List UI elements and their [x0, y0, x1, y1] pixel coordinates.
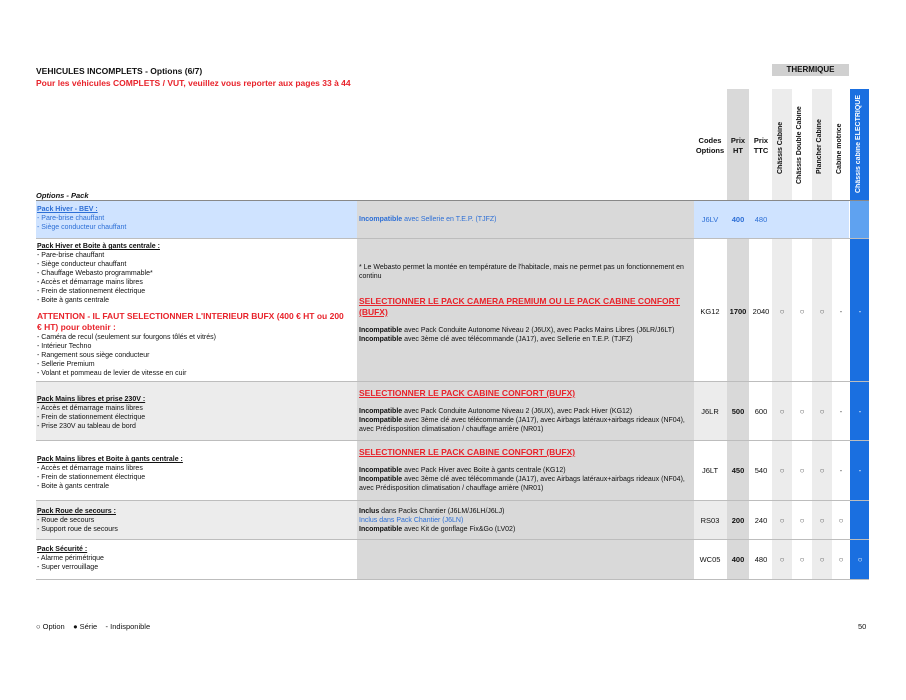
mark-chassis-double-cabine: ○ — [799, 466, 805, 475]
chassis-double-cabine-header: Châssis Double Cabine — [796, 106, 803, 184]
row-note — [359, 263, 692, 344]
mark-chassis-double-cabine: ○ — [799, 516, 805, 525]
note-text: avec 3ème clé avec télécommande (JA17), avec Sellerie en T.E.P. (TJFZ) — [402, 336, 633, 343]
electrique-header: Châssis cabine ELECTRIQUE — [855, 94, 862, 193]
select-pack-link[interactable]: SELECTIONNER LE PACK CABINE CONFORT (BUFX) — [359, 447, 576, 457]
pack-item: - Boite à gants centrale — [37, 483, 109, 490]
prix-ht-header — [727, 136, 749, 156]
pack-item: - Support roue de secours — [37, 526, 118, 533]
price-ttc: 2040 — [752, 307, 770, 316]
section-label: Options - Pack — [36, 191, 89, 200]
ht-column-bg — [727, 89, 749, 580]
codes-label: Codes — [698, 136, 722, 145]
page-title: VEHICULES INCOMPLETS - Options (6/7) — [36, 66, 203, 76]
note-text: avec Pack Conduite Autonome Niveau 2 (J6UX), avec Pack Hiver (KG12) — [402, 408, 633, 415]
price-ht: 400 — [731, 215, 745, 224]
incompatible-label: Incompatible — [359, 417, 403, 424]
mark-plancher-cabine: ○ — [819, 466, 825, 475]
price-ttc: 540 — [754, 466, 768, 475]
table-row — [37, 455, 355, 491]
price-ttc: 480 — [754, 215, 768, 224]
pack-item: - Accès et démarrage mains libres — [37, 465, 143, 472]
note-text: avec 3ème clé avec télécommande (JA17), avec Airbags latéraux+airbags rideaux (NF04), avec Prédisposition climatisation / chauffage arrière (NR01) — [359, 476, 685, 492]
pack-item: - Alarme périmétrique — [37, 555, 104, 562]
mark-electrique: - — [858, 466, 862, 475]
incompatible-label: Incompatible — [359, 408, 403, 415]
note-text: avec Pack Conduite Autonome Niveau 2 (J6UX), avec Packs Mains Libres (J6LR/J6LT) — [402, 327, 675, 334]
ttc-label: TTC — [753, 146, 769, 155]
prix-ttc-header — [750, 136, 772, 156]
pack-item: - Accès et démarrage mains libres — [37, 405, 143, 412]
pack-title: Pack Mains libres et Boite à gants centrale : — [37, 456, 183, 463]
pack-item: - Roue de secours — [37, 517, 95, 524]
pack-item: - Super verrouillage — [37, 564, 99, 571]
price-ht: 450 — [731, 466, 745, 475]
mark-electrique: ○ — [857, 555, 863, 564]
select-pack-link[interactable]: SELECTIONNER LE PACK CABINE CONFORT (BUFX) — [359, 388, 576, 398]
ht-label: HT — [733, 146, 743, 155]
prix-label: Prix — [730, 136, 746, 145]
attention-note: ATTENTION - IL FAUT SELECTIONNER L'INTERIEUR BUFX (400 € HT ou 200 € HT) pour obtenir : — [37, 311, 344, 332]
row-note — [359, 507, 692, 534]
mark-chassis-cabine: ○ — [779, 407, 785, 416]
table-row — [37, 507, 355, 534]
note-text: avec 3ème clé avec télécommande (JA17), avec Airbags latéraux+airbags rideaux (NF04), avec Prédisposition climatisation / chauffage arrière (NR01) — [359, 417, 685, 433]
table-row — [37, 545, 355, 572]
mark-electrique: - — [858, 307, 862, 316]
option-code: KG12 — [700, 307, 720, 316]
incompatible-label: Incompatible — [359, 467, 403, 474]
price-ht: 1700 — [729, 307, 747, 316]
webasto-footnote: * Le Webasto permet la montée en température de l'habitacle, mais ne permet pas un fonctionnement en continu — [359, 264, 684, 280]
incompatible-label: Incompatible — [359, 476, 403, 483]
prix-label: Prix — [753, 136, 769, 145]
mark-plancher-cabine: ○ — [819, 407, 825, 416]
mark-plancher-cabine: ○ — [819, 516, 825, 525]
row-note — [359, 388, 692, 434]
mark-cabine-motrice: - — [839, 407, 843, 416]
thermique-header: THERMIQUE — [772, 64, 849, 76]
cabine-motrice-header: Cabine motrice — [836, 123, 843, 174]
mark-plancher-cabine: ○ — [819, 307, 825, 316]
price-ttc: 600 — [754, 407, 768, 416]
pack-item: - Siège conducteur chauffant — [37, 261, 127, 268]
pack-title: Pack Hiver - BEV : — [37, 206, 98, 213]
mark-chassis-double-cabine: ○ — [799, 407, 805, 416]
pack-item: - Prise 230V au tableau de bord — [37, 423, 136, 430]
page-subtitle: Pour les véhicules COMPLETS / VUT, veuillez vous reporter aux pages 33 à 44 — [36, 78, 351, 88]
incompatible-label: Incompatible — [359, 327, 403, 334]
mark-cabine-motrice: ○ — [838, 555, 844, 564]
mark-chassis-cabine: ○ — [779, 307, 785, 316]
pack-item: - Frein de stationnement électrique — [37, 414, 146, 421]
pack-item: - Caméra de recul (seulement sur fourgons tôlés et vitrés) — [37, 334, 216, 341]
row-divider — [36, 579, 869, 580]
pack-title: Pack Roue de secours : — [37, 508, 116, 515]
pack-item: - Frein de stationnement électrique — [37, 288, 146, 295]
price-ttc: 480 — [754, 555, 768, 564]
pack-item: - Volant et pommeau de levier de vitesse en cuir — [37, 370, 187, 377]
legend — [36, 622, 150, 631]
inclus-label: Inclus — [359, 508, 380, 515]
pack-item: - Chauffage Webasto programmable* — [37, 270, 153, 277]
price-ttc: 240 — [754, 516, 768, 525]
row-note-bg — [357, 540, 694, 579]
pack-title: Pack Hiver et Boite à gants centrale : — [37, 243, 160, 250]
pack-item: - Accès et démarrage mains libres — [37, 279, 143, 286]
pack-item: - Sellerie Premium — [37, 361, 95, 368]
option-code: J6LT — [701, 466, 719, 475]
incompatible-label: Incompatible — [359, 336, 403, 343]
mark-plancher-cabine: ○ — [819, 555, 825, 564]
mark-chassis-cabine: ○ — [779, 466, 785, 475]
mark-cabine-motrice: - — [839, 307, 843, 316]
legend-indisponible: - Indisponible — [105, 622, 151, 631]
note-text: avec Pack Hiver avec Boite à gants centrale (KG12) — [402, 467, 566, 474]
mark-cabine-motrice: ○ — [838, 516, 844, 525]
pack-item: - Boite à gants centrale — [37, 297, 109, 304]
option-code: WC05 — [699, 555, 721, 564]
table-row — [37, 242, 355, 378]
option-code: J6LR — [701, 407, 719, 416]
chassis-cabine-header: Châssis Cabine — [777, 121, 784, 174]
table-row — [37, 205, 355, 232]
pack-title: Pack Sécurité : — [37, 546, 88, 553]
pack-item: - Rangement sous siège conducteur — [37, 352, 150, 359]
note-text: avec Kit de gonflage Fix&Go (LV02) — [402, 526, 516, 533]
row-note — [359, 215, 689, 224]
mark-chassis-cabine: ○ — [779, 555, 785, 564]
table-row — [37, 395, 355, 431]
pack-item: - Intérieur Techno — [37, 343, 92, 350]
note-text: Inclus dans Pack Chantier (J6LN) — [359, 517, 464, 524]
incompatible-label: Incompatible — [359, 526, 403, 533]
select-pack-link[interactable]: SELECTIONNER LE PACK CAMERA PREMIUM OU LE PACK CABINE CONFORT (BUFX) — [359, 296, 680, 317]
mark-cabine-motrice: - — [839, 466, 843, 475]
plancher-cabine-header: Plancher Cabine — [816, 119, 823, 174]
legend-option: ○ Option — [36, 622, 65, 631]
codes-options-header — [694, 136, 726, 156]
mark-electrique: - — [858, 407, 862, 416]
page-number: 50 — [858, 622, 867, 631]
options-label: Options — [695, 146, 725, 155]
price-ht: 200 — [731, 516, 745, 525]
mark-chassis-cabine: ○ — [779, 516, 785, 525]
pack-title: Pack Mains libres et prise 230V : — [37, 396, 146, 403]
price-ht: 400 — [731, 555, 745, 564]
row-elec-cell — [850, 201, 869, 238]
mark-chassis-double-cabine: ○ — [799, 307, 805, 316]
row-note — [359, 447, 692, 493]
pack-item: - Frein de stationnement électrique — [37, 474, 146, 481]
option-code: RS03 — [700, 516, 720, 525]
option-code: J6LV — [701, 215, 719, 224]
pack-item: - Pare-brise chauffant — [37, 252, 105, 259]
incompatible-label: Incompatible — [359, 216, 403, 223]
pack-item: - Pare-brise chauffant — [37, 215, 105, 222]
mark-chassis-double-cabine: ○ — [799, 555, 805, 564]
pack-item: - Siège conducteur chauffant — [37, 224, 127, 231]
legend-serie: ● Série — [73, 622, 98, 631]
note-text: dans Packs Chantier (J6LM/J6LH/J6LJ) — [379, 508, 505, 515]
note-text: avec Sellerie en T.E.P. (TJFZ) — [402, 216, 497, 223]
price-ht: 500 — [731, 407, 745, 416]
